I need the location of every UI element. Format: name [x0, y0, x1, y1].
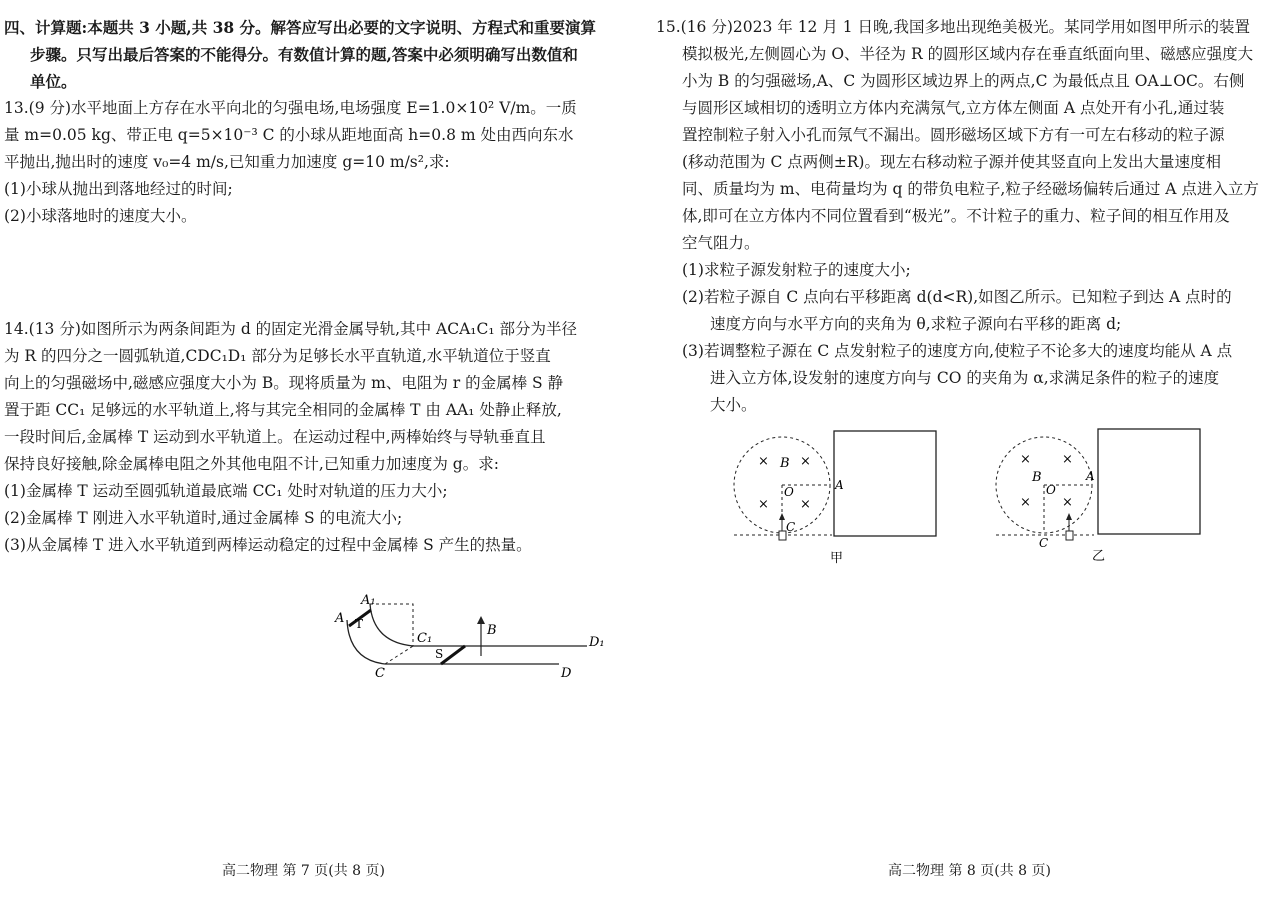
- field-cross: ×: [1020, 495, 1031, 510]
- q13-item: (2)小球落地时的速度大小。: [4, 207, 197, 225]
- question-13: [4, 95, 614, 230]
- q14-item: (1)金属棒 T 运动至圆弧轨道最底端 CC₁ 处时对轨道的压力大小;: [4, 482, 448, 500]
- label-c: C: [375, 666, 385, 681]
- q15-item: (3)若调整粒子源在 C 点发射粒子的速度方向,使粒子不论多大的速度均能从 A 点: [682, 342, 1233, 360]
- q14-line: 置于距 CC₁ 足够远的水平轨道上,将与其完全相同的金属棒 T 由 AA₁ 处静止释放,: [4, 401, 562, 419]
- right-page-footer: 高二物理 第 8 页(共 8 页): [888, 863, 1051, 879]
- particle-source-icon: [779, 531, 786, 540]
- arrow-head-icon: [477, 616, 485, 624]
- particle-source-icon: [1066, 531, 1073, 540]
- label-b: B: [487, 623, 497, 638]
- field-cross: ×: [800, 454, 811, 469]
- q15-line: (移动范围为 C 点两侧±R)。现左右移动粒子源并使其竖直向上发出大量速度相: [682, 153, 1221, 171]
- right-page: [656, 14, 1260, 419]
- label-a1: A₁: [361, 593, 376, 608]
- arrow-head-icon: [779, 513, 785, 520]
- q15-line: 与圆形区域相切的透明立方体内充满氖气,立方体左侧面 A 点处开有小孔,通过装: [682, 99, 1225, 117]
- section-header-line: 四、计算题:本题共 3 小题,共 38 分。解答应写出必要的文字说明、方程式和重要演算: [4, 18, 597, 37]
- label-c1: C₁: [417, 631, 433, 646]
- figure-caption-jia: 甲: [830, 551, 844, 566]
- cube-region: [1098, 429, 1200, 534]
- section-header: [4, 14, 614, 95]
- label-c: C: [786, 520, 796, 534]
- q15-item: (1)求粒子源发射粒子的速度大小;: [682, 261, 911, 279]
- field-cross: ×: [758, 497, 769, 512]
- q13-line: 量 m=0.05 kg、带正电 q=5×10⁻³ C 的小球从距地面高 h=0.8 m 处由西向东水: [4, 126, 574, 144]
- q15-line: 空气阻力。: [682, 234, 760, 252]
- figure-jia: [730, 428, 942, 566]
- field-cross: ×: [1062, 452, 1073, 467]
- q14-item: (2)金属棒 T 刚进入水平轨道时,通过金属棒 S 的电流大小;: [4, 509, 403, 527]
- label-o: O: [1046, 483, 1056, 497]
- section-header-line: 单位。: [30, 72, 77, 91]
- label-s: S: [435, 647, 444, 661]
- section-header-line: 步骤。只写出最后答案的不能得分。有数值计算的题,答案中必须明确写出数值和: [30, 45, 578, 64]
- q14-line: 为 R 的四分之一圆弧轨道,CDC₁D₁ 部分为足够长水平直轨道,水平轨道位于竖直: [4, 347, 551, 365]
- q15-line: 置控制粒子射入小孔而氖气不漏出。圆形磁场区域下方有一可左右移动的粒子源: [682, 126, 1225, 144]
- arrow-head-icon: [1066, 513, 1072, 520]
- figure-caption-yi: 乙: [1092, 549, 1106, 564]
- label-a: A: [335, 611, 345, 626]
- q15-line: 小为 B 的匀强磁场,A、C 为圆形区域边界上的两点,C 为最低点且 OA⊥OC。右侧: [682, 72, 1245, 90]
- q14-line: 保持良好接触,除金属棒电阻之外其他电阻不计,已知重力加速度为 g。求:: [4, 455, 499, 473]
- dashed-guide: [385, 646, 413, 664]
- label-a: A: [835, 478, 844, 492]
- label-b: B: [1032, 470, 1042, 485]
- q13-line: 平抛出,抛出时的速度 v₀=4 m/s,已知重力加速度 g=10 m/s²,求:: [4, 153, 450, 171]
- q15-line: 体,即可在立方体内不同位置看到“极光”。不计粒子的重力、粒子间的相互作用及: [682, 207, 1230, 225]
- q15-line: 15.(16 分)2023 年 12 月 1 日晚,我国多地出现绝美极光。某同学用如图甲所示的装置: [656, 18, 1250, 36]
- question-14: [4, 316, 614, 559]
- field-cross: ×: [800, 497, 811, 512]
- q15-item-cont: 速度方向与水平方向的夹角为 θ,求粒子源向右平移的距离 d;: [710, 315, 1122, 333]
- label-d1: D₁: [589, 635, 605, 650]
- q14-line: 一段时间后,金属棒 T 运动到水平轨道上。在运动过程中,两棒始终与导轨垂直且: [4, 428, 546, 446]
- label-t: T: [355, 617, 364, 631]
- field-cross: ×: [1062, 495, 1073, 510]
- q14-line: 向上的匀强磁场中,磁感应强度大小为 B。现将质量为 m、电阻为 r 的金属棒 S 静: [4, 374, 564, 392]
- label-o: O: [784, 485, 794, 499]
- field-cross: ×: [1020, 452, 1031, 467]
- q15-item-cont: 进入立方体,设发射的速度方向与 CO 的夹角为 α,求满足条件的粒子的速度: [710, 369, 1220, 387]
- q15-item-cont: 大小。: [710, 396, 757, 414]
- q14-rail-diagram: [325, 588, 615, 684]
- label-d: D: [561, 666, 572, 681]
- q15-line: 模拟极光,左侧圆心为 O、半径为 R 的圆形区域内存在垂直纸面向里、磁感应强度大: [682, 45, 1254, 63]
- field-cross: ×: [758, 454, 769, 469]
- label-c: C: [1039, 536, 1049, 550]
- left-page: [4, 14, 614, 559]
- label-a: A: [1086, 469, 1095, 483]
- rod-s: [441, 646, 465, 664]
- arc-rail-upper: [370, 604, 413, 646]
- question-15: [656, 14, 1260, 419]
- arc-rail-lower: [347, 620, 385, 664]
- q15-line: 同、质量均为 m、电荷量均为 q 的带负电粒子,粒子经磁场偏转后通过 A 点进入立方: [682, 180, 1259, 198]
- q13-line: 13.(9 分)水平地面上方存在水平向北的匀强电场,电场强度 E=1.0×10² V/m。一质: [4, 99, 577, 117]
- figure-yi: [992, 428, 1204, 566]
- left-page-footer: 高二物理 第 7 页(共 8 页): [222, 863, 385, 879]
- q14-item: (3)从金属棒 T 进入水平轨道到两棒运动稳定的过程中金属棒 S 产生的热量。: [4, 536, 532, 554]
- q15-item: (2)若粒子源自 C 点向右平移距离 d(d<R),如图乙所示。已知粒子到达 A 点时的: [682, 288, 1232, 306]
- cube-region: [834, 431, 936, 536]
- label-b: B: [780, 456, 790, 471]
- q13-item: (1)小球从抛出到落地经过的时间;: [4, 180, 233, 198]
- q14-line: 14.(13 分)如图所示为两条间距为 d 的固定光滑金属导轨,其中 ACA₁C₁ 部分为半径: [4, 320, 577, 338]
